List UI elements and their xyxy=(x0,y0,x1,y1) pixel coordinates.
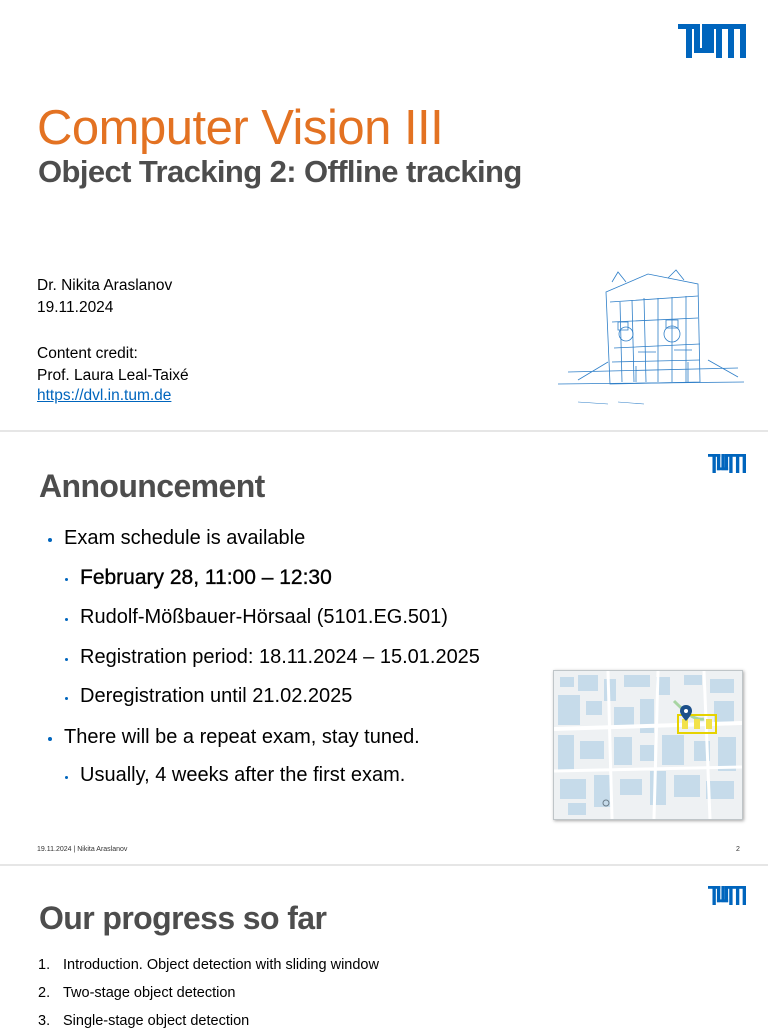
list-item xyxy=(38,957,379,973)
bullet-dot xyxy=(65,776,68,779)
bullet-registration: Registration period: 18.11.2024 – 15.01.2025 xyxy=(80,646,480,668)
author: Dr. Nikita Araslanov xyxy=(37,277,173,294)
progress-slide xyxy=(0,866,768,1029)
presentation-title: Computer Vision III xyxy=(37,101,444,155)
bullet-repeat-timing: Usually, 4 weeks after the first exam. xyxy=(80,764,406,786)
slide-heading: Our progress so far xyxy=(39,900,327,936)
bullet-dot xyxy=(48,538,52,542)
list-item-number: 3. xyxy=(38,1013,51,1029)
bullet-dot xyxy=(48,737,52,741)
date: 19.11.2024 xyxy=(37,299,114,316)
bullet-dot xyxy=(65,697,68,700)
bullet-exam-schedule: Exam schedule is available xyxy=(64,527,306,549)
title-slide xyxy=(0,0,768,430)
list-item xyxy=(38,985,236,1001)
list-item-number: 2. xyxy=(38,985,51,1001)
list-item-text: Introduction. Object detection with sliding window xyxy=(63,957,379,973)
list-item xyxy=(38,1013,249,1029)
list-item-text: Two-stage object detection xyxy=(63,985,236,1001)
bullet-dot xyxy=(65,618,68,621)
bullet-dot xyxy=(65,658,68,661)
bullet-dot xyxy=(65,578,68,581)
footer-author-date: 19.11.2024 | Nikita Araslanov xyxy=(37,846,128,853)
credit-label: Content credit: xyxy=(37,345,138,362)
announcement-slide xyxy=(0,432,768,864)
slide-heading: Announcement xyxy=(39,468,265,504)
tum-clock-tower-sketch xyxy=(548,262,748,414)
website-link[interactable]: https://dvl.in.tum.de xyxy=(37,387,172,404)
list-item-number: 1. xyxy=(38,957,51,973)
bullet-exam-room: Rudolf-Mößbauer-Hörsaal (5101.EG.501) xyxy=(80,606,448,628)
presentation-subtitle: Object Tracking 2: Offline tracking xyxy=(38,154,522,189)
tum-logo-icon xyxy=(708,886,746,905)
tum-logo-icon xyxy=(708,454,746,473)
bullet-deregistration: Deregistration until 21.02.2025 xyxy=(80,685,353,707)
list-item-text: Single-stage object detection xyxy=(63,1013,250,1029)
bullet-repeat-exam: There will be a repeat exam, stay tuned. xyxy=(64,726,420,748)
tum-logo-icon xyxy=(678,24,746,58)
campus-map-image xyxy=(553,670,743,820)
bullet-exam-date: February 28, 11:00 – 12:30 xyxy=(80,566,332,589)
page-number: 2 xyxy=(736,846,740,853)
credit-name: Prof. Laura Leal-Taixé xyxy=(37,367,189,384)
